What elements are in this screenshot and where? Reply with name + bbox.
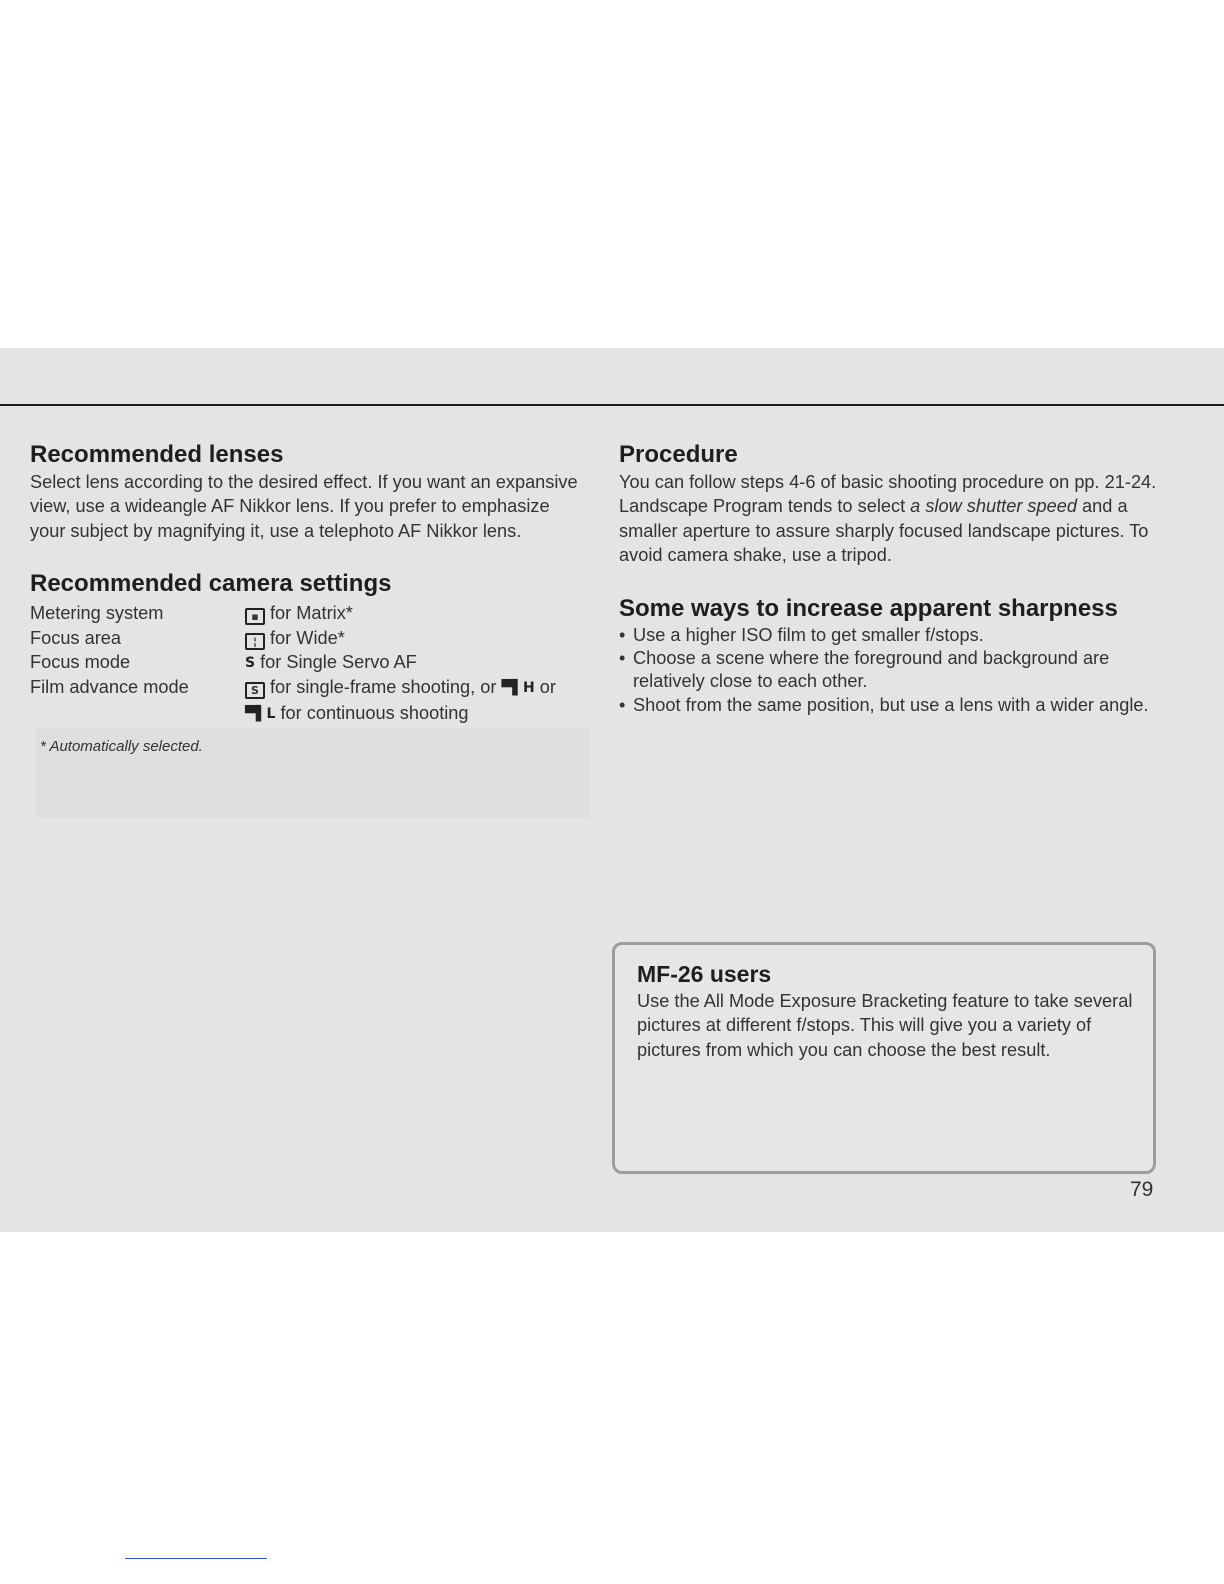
recommended-lenses-text: Select lens according to the desired effect. If you want an expansive view, use a wideangle AF Nikkor lens. If you prefer to emphasize your subject by magnifying it, use a telephoto AF Nikkor lens. <box>30 472 578 541</box>
settings-table <box>30 601 590 726</box>
list-item: • Choose a scene where the foreground and background are relatively close to each other. <box>619 648 1110 692</box>
recommended-lenses-heading: Recommended lenses <box>30 441 284 468</box>
procedure-text: You can follow steps 4-6 of basic shooting procedure on pp. 21-24. <box>619 472 1157 492</box>
single-frame-icon: S <box>245 682 265 699</box>
sharpness-list <box>619 624 1184 718</box>
mf26-heading: MF-26 users <box>637 961 772 987</box>
list-item: • Use a higher ISO film to get smaller f/stops. <box>619 624 984 645</box>
matrix-metering-icon: ▪ <box>245 608 265 625</box>
setting-value: S for single-frame shooting, or ▀▌H or ▀▌L for continuous shooting <box>245 675 590 726</box>
manual-page <box>0 348 1224 1232</box>
wide-area-icon: ¦ <box>245 633 265 650</box>
settings-row-film-advance <box>30 675 590 726</box>
right-column <box>619 440 1184 717</box>
settings-row-focus-mode <box>30 650 590 675</box>
setting-value: S for Single Servo AF <box>245 650 590 675</box>
footer-rule <box>125 1558 267 1559</box>
single-servo-icon: S <box>245 655 256 672</box>
sharpness-heading: Some ways to increase apparent sharpness <box>619 594 1118 622</box>
settings-row-focus-area <box>30 626 590 650</box>
continuous-low-icon: ▀▌L <box>245 705 276 722</box>
setting-label: Film advance mode <box>30 677 189 698</box>
landscape-program-text: Landscape Program tends to select a slow shutter speed and a smaller aperture to assure sharply focused landscape pictures. To avoid camera shake, use a tripod. <box>619 496 1149 566</box>
recommended-settings-heading: Recommended camera settings <box>30 570 392 598</box>
page-number: 79 <box>1130 1178 1154 1201</box>
footnote: * Automatically selected. <box>40 738 203 756</box>
setting-label: Metering system <box>30 603 164 624</box>
setting-value: ¦ for Wide* <box>245 626 590 650</box>
top-rule <box>0 404 1224 406</box>
continuous-high-icon: ▀▌H <box>501 680 535 697</box>
left-column <box>30 440 590 755</box>
list-item: • Shoot from the same position, but use a lens with a wider angle. <box>619 694 1149 715</box>
mf26-users-box <box>612 942 1156 1174</box>
settings-row-metering <box>30 601 590 625</box>
setting-label: Focus mode <box>30 652 131 673</box>
setting-value: ▪ for Matrix* <box>245 601 590 625</box>
procedure-heading: Procedure <box>619 441 738 468</box>
setting-label: Focus area <box>30 627 121 648</box>
mf26-text: Use the All Mode Exposure Bracketing feature to take several pictures at different f/stops. This will give you a variety of pictures from which you can choose the best result. <box>637 991 1133 1060</box>
